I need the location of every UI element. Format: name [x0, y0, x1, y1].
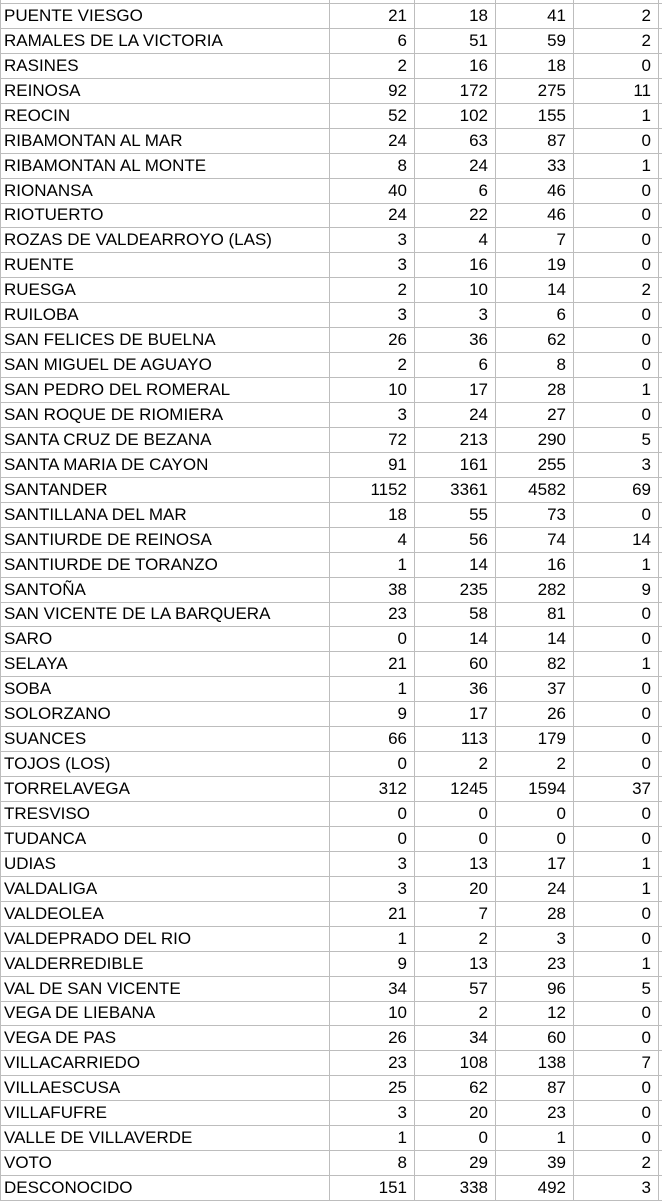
cell-value-3[interactable]: 16: [496, 553, 574, 577]
table-row: [1, 179, 662, 204]
cell-value-2[interactable]: 16: [415, 54, 496, 78]
cell-value-1[interactable]: 2: [330, 353, 415, 377]
cell-value-1[interactable]: 8: [330, 1151, 415, 1175]
cell-value-1[interactable]: 25: [330, 1076, 415, 1100]
cell-municipality[interactable]: SARO: [1, 627, 330, 651]
table-row: [1, 1101, 662, 1126]
cell-value-4[interactable]: 69: [574, 478, 659, 502]
cell-value-4[interactable]: 0: [574, 228, 659, 252]
cell-value-2[interactable]: 60: [415, 652, 496, 676]
cell-value-1[interactable]: 26: [330, 1026, 415, 1050]
cell-value-1[interactable]: 24: [330, 129, 415, 153]
cell-municipality[interactable]: RIBAMONTAN AL MONTE: [1, 154, 330, 178]
cell-municipality[interactable]: RUENTE: [1, 253, 330, 277]
cell-value-4[interactable]: 3: [574, 453, 659, 477]
cell-value-4[interactable]: 9: [574, 578, 659, 602]
cell-value-1[interactable]: 66: [330, 727, 415, 751]
cell-value-2[interactable]: 24: [415, 154, 496, 178]
cell-value-2[interactable]: 7: [415, 902, 496, 926]
cell-value-2[interactable]: 36: [415, 328, 496, 352]
table-row: [1, 1126, 662, 1151]
cell-value-2[interactable]: 3361: [415, 478, 496, 502]
cell-value-1[interactable]: 40: [330, 179, 415, 203]
cell-municipality[interactable]: SANTOÑA: [1, 578, 330, 602]
cell-value-3[interactable]: 96: [496, 977, 574, 1001]
cell-value-3[interactable]: 18: [496, 54, 574, 78]
cell-value-1[interactable]: 3: [330, 403, 415, 427]
cell-value-3[interactable]: 290: [496, 428, 574, 452]
table-row: [1, 54, 662, 79]
cell-value-4[interactable]: 3: [574, 1176, 659, 1200]
table-row: [1, 877, 662, 902]
cell-value-1[interactable]: 1: [330, 927, 415, 951]
cell-value-4[interactable]: 0: [574, 1026, 659, 1050]
cell-municipality[interactable]: PUENTE VIESGO: [1, 4, 330, 28]
cell-value-1[interactable]: 52: [330, 104, 415, 128]
cell-value-1[interactable]: 72: [330, 428, 415, 452]
table-row: [1, 328, 662, 353]
cell-value-2[interactable]: 213: [415, 428, 496, 452]
cell-value-3[interactable]: 2: [496, 752, 574, 776]
cell-value-2[interactable]: 338: [415, 1176, 496, 1200]
cell-value-3[interactable]: 28: [496, 378, 574, 402]
cell-value-4[interactable]: 1: [574, 154, 659, 178]
cell-municipality[interactable]: RASINES: [1, 54, 330, 78]
cell-value-4[interactable]: 5: [574, 977, 659, 1001]
cell-value-1[interactable]: 1: [330, 1126, 415, 1150]
cell-value-4[interactable]: 0: [574, 179, 659, 203]
table-row: [1, 852, 662, 877]
cell-value-4[interactable]: 2: [574, 278, 659, 302]
cell-municipality[interactable]: VALDERREDIBLE: [1, 952, 330, 976]
cell-municipality[interactable]: SOLORZANO: [1, 702, 330, 726]
cell-value-2[interactable]: 6: [415, 353, 496, 377]
cell-value-4[interactable]: 1: [574, 104, 659, 128]
cell-value-4[interactable]: 0: [574, 603, 659, 627]
table-row: [1, 228, 662, 253]
cell-municipality[interactable]: TORRELAVEGA: [1, 777, 330, 801]
cell-value-1[interactable]: 23: [330, 1051, 415, 1075]
cell-municipality[interactable]: [1, 0, 330, 3]
cell-municipality[interactable]: SOBA: [1, 677, 330, 701]
table-row: [1, 553, 662, 578]
cell-municipality[interactable]: VALDEOLEA: [1, 902, 330, 926]
cell-municipality[interactable]: RUESGA: [1, 278, 330, 302]
cell-value-3[interactable]: 1: [496, 1126, 574, 1150]
cell-value-2[interactable]: 172: [415, 79, 496, 103]
cell-value-3[interactable]: 4582: [496, 478, 574, 502]
table-row: [1, 204, 662, 229]
cell-value-1[interactable]: 1152: [330, 478, 415, 502]
cell-value-3[interactable]: 0: [496, 827, 574, 851]
table-row: [1, 79, 662, 104]
cell-value-4[interactable]: 0: [574, 403, 659, 427]
table-row: [1, 977, 662, 1002]
cell-municipality[interactable]: SANTILLANA DEL MAR: [1, 503, 330, 527]
cell-value-2[interactable]: 0: [415, 802, 496, 826]
cell-value-1[interactable]: 3: [330, 253, 415, 277]
cell-value-3[interactable]: 8: [496, 353, 574, 377]
cell-value-2[interactable]: 58: [415, 603, 496, 627]
cell-value-3[interactable]: 37: [496, 677, 574, 701]
cell-value-1[interactable]: 9: [330, 952, 415, 976]
cell-value-2[interactable]: 2: [415, 927, 496, 951]
table-row: [1, 1026, 662, 1051]
cell-value-4[interactable]: 0: [574, 303, 659, 327]
cell-value-4[interactable]: 37: [574, 777, 659, 801]
cell-value-3[interactable]: 275: [496, 79, 574, 103]
cell-municipality[interactable]: VOTO: [1, 1151, 330, 1175]
table-row: [1, 727, 662, 752]
cell-value-3[interactable]: 255: [496, 453, 574, 477]
cell-value-1[interactable]: 0: [330, 827, 415, 851]
cell-value-4[interactable]: 0: [574, 677, 659, 701]
cell-value-1[interactable]: 312: [330, 777, 415, 801]
cell-municipality[interactable]: RIONANSA: [1, 179, 330, 203]
cell-municipality[interactable]: VILLAESCUSA: [1, 1076, 330, 1100]
cell-value-2[interactable]: 62: [415, 1076, 496, 1100]
cell-municipality[interactable]: VALDALIGA: [1, 877, 330, 901]
cell-municipality[interactable]: SANTIURDE DE REINOSA: [1, 528, 330, 552]
cell-value-1[interactable]: 6: [330, 29, 415, 53]
cell-value-1[interactable]: 21: [330, 652, 415, 676]
cell-value-1[interactable]: 24: [330, 204, 415, 228]
cell-value-3[interactable]: 33: [496, 154, 574, 178]
cell-value-3[interactable]: 1594: [496, 777, 574, 801]
cell-value-4[interactable]: 2: [574, 4, 659, 28]
table-row: [1, 378, 662, 403]
cell-municipality[interactable]: TRESVISO: [1, 802, 330, 826]
cell-municipality[interactable]: SAN VICENTE DE LA BARQUERA: [1, 603, 330, 627]
cell-municipality[interactable]: VILLAFUFRE: [1, 1101, 330, 1125]
table-row: [1, 278, 662, 303]
cell-value-2[interactable]: 55: [415, 503, 496, 527]
table-row: [1, 1076, 662, 1101]
cell-value-4[interactable]: 0: [574, 253, 659, 277]
table-row: [1, 952, 662, 977]
cell-value-3[interactable]: 74: [496, 528, 574, 552]
cell-value-4[interactable]: 1: [574, 378, 659, 402]
cell-value-3[interactable]: [496, 0, 574, 3]
table-row: [1, 777, 662, 802]
cell-value-2[interactable]: 63: [415, 129, 496, 153]
cell-municipality[interactable]: REINOSA: [1, 79, 330, 103]
cell-value-2[interactable]: 13: [415, 852, 496, 876]
cell-value-4[interactable]: 0: [574, 702, 659, 726]
cell-municipality[interactable]: SANTA CRUZ DE BEZANA: [1, 428, 330, 452]
cell-value-4[interactable]: 0: [574, 1126, 659, 1150]
cell-value-4[interactable]: 0: [574, 802, 659, 826]
cell-municipality[interactable]: SANTIURDE DE TORANZO: [1, 553, 330, 577]
cell-value-4[interactable]: 1: [574, 553, 659, 577]
cell-value-1[interactable]: 3: [330, 1101, 415, 1125]
table-row: [1, 627, 662, 652]
cell-value-1[interactable]: 18: [330, 503, 415, 527]
cell-value-3[interactable]: 282: [496, 578, 574, 602]
table-row: [1, 578, 662, 603]
table-row: [1, 453, 662, 478]
cell-value-3[interactable]: 14: [496, 627, 574, 651]
table-row: [1, 1051, 662, 1076]
cell-value-3[interactable]: 46: [496, 204, 574, 228]
cell-municipality[interactable]: SAN ROQUE DE RIOMIERA: [1, 403, 330, 427]
table-row: [1, 1002, 662, 1027]
cell-value-2[interactable]: 1245: [415, 777, 496, 801]
cell-value-2[interactable]: 56: [415, 528, 496, 552]
cell-municipality[interactable]: VEGA DE LIEBANA: [1, 1002, 330, 1026]
table-row: [1, 353, 662, 378]
cell-value-3[interactable]: 87: [496, 1076, 574, 1100]
cell-value-4[interactable]: 7: [574, 1051, 659, 1075]
cell-value-4[interactable]: 0: [574, 827, 659, 851]
table-row: [1, 827, 662, 852]
cell-value-3[interactable]: 46: [496, 179, 574, 203]
cell-value-3[interactable]: 23: [496, 1101, 574, 1125]
table-row: [1, 303, 662, 328]
cell-municipality[interactable]: SAN MIGUEL DE AGUAYO: [1, 353, 330, 377]
cell-value-3[interactable]: 87: [496, 129, 574, 153]
cell-value-1[interactable]: 3: [330, 228, 415, 252]
cell-value-3[interactable]: 62: [496, 328, 574, 352]
cell-value-3[interactable]: 7: [496, 228, 574, 252]
cell-value-4[interactable]: 1: [574, 852, 659, 876]
table-row: [1, 428, 662, 453]
cell-value-3[interactable]: 24: [496, 877, 574, 901]
cell-municipality[interactable]: RUILOBA: [1, 303, 330, 327]
cell-municipality[interactable]: SANTANDER: [1, 478, 330, 502]
table-row: [1, 902, 662, 927]
cell-municipality[interactable]: SAN PEDRO DEL ROMERAL: [1, 378, 330, 402]
cell-value-1[interactable]: [330, 0, 415, 3]
cell-value-3[interactable]: 41: [496, 4, 574, 28]
cell-value-1[interactable]: 34: [330, 977, 415, 1001]
cell-value-2[interactable]: 2: [415, 1002, 496, 1026]
cell-value-4[interactable]: 0: [574, 129, 659, 153]
cell-value-4[interactable]: 0: [574, 752, 659, 776]
cell-municipality[interactable]: RAMALES DE LA VICTORIA: [1, 29, 330, 53]
cell-value-3[interactable]: 82: [496, 652, 574, 676]
cell-value-1[interactable]: 4: [330, 528, 415, 552]
cell-value-3[interactable]: 14: [496, 278, 574, 302]
cell-value-4[interactable]: 0: [574, 503, 659, 527]
table-row: [1, 652, 662, 677]
cell-value-4[interactable]: 0: [574, 727, 659, 751]
cell-value-3[interactable]: 12: [496, 1002, 574, 1026]
cell-value-2[interactable]: 17: [415, 378, 496, 402]
cell-value-4[interactable]: 1: [574, 952, 659, 976]
cell-value-2[interactable]: 4: [415, 228, 496, 252]
cell-municipality[interactable]: ROZAS DE VALDEARROYO (LAS): [1, 228, 330, 252]
cell-value-4[interactable]: 0: [574, 1076, 659, 1100]
cell-municipality[interactable]: TOJOS (LOS): [1, 752, 330, 776]
cell-value-4[interactable]: [574, 0, 659, 3]
cell-value-3[interactable]: 73: [496, 503, 574, 527]
cell-value-4[interactable]: 0: [574, 1101, 659, 1125]
table-row: [1, 677, 662, 702]
table-row: [1, 4, 662, 29]
cell-value-2[interactable]: 22: [415, 204, 496, 228]
table-row: [1, 1151, 662, 1176]
cell-value-4[interactable]: 0: [574, 1002, 659, 1026]
cell-value-4[interactable]: 1: [574, 877, 659, 901]
cell-value-2[interactable]: 14: [415, 627, 496, 651]
cell-value-2[interactable]: 29: [415, 1151, 496, 1175]
cell-municipality[interactable]: SANTA MARIA DE CAYON: [1, 453, 330, 477]
table-row: [1, 1176, 662, 1201]
table-row: [1, 253, 662, 278]
cell-municipality[interactable]: VAL DE SAN VICENTE: [1, 977, 330, 1001]
cell-municipality[interactable]: VEGA DE PAS: [1, 1026, 330, 1050]
cell-value-1[interactable]: 26: [330, 328, 415, 352]
cell-value-1[interactable]: 1: [330, 553, 415, 577]
cell-value-3[interactable]: 138: [496, 1051, 574, 1075]
cell-municipality[interactable]: TUDANCA: [1, 827, 330, 851]
cell-value-2[interactable]: 0: [415, 1126, 496, 1150]
cell-value-3[interactable]: 492: [496, 1176, 574, 1200]
cell-value-3[interactable]: 17: [496, 852, 574, 876]
cell-value-3[interactable]: 81: [496, 603, 574, 627]
cell-value-3[interactable]: 27: [496, 403, 574, 427]
cell-value-1[interactable]: 21: [330, 4, 415, 28]
cell-value-3[interactable]: 155: [496, 104, 574, 128]
cell-value-4[interactable]: 0: [574, 54, 659, 78]
cell-municipality[interactable]: VILLACARRIEDO: [1, 1051, 330, 1075]
cell-value-3[interactable]: 60: [496, 1026, 574, 1050]
cell-municipality[interactable]: VALDEPRADO DEL RIO: [1, 927, 330, 951]
cell-value-1[interactable]: 0: [330, 627, 415, 651]
cell-municipality[interactable]: DESCONOCIDO: [1, 1176, 330, 1200]
cell-value-2[interactable]: 20: [415, 1101, 496, 1125]
table-row: [1, 802, 662, 827]
cell-value-1[interactable]: 38: [330, 578, 415, 602]
cell-municipality[interactable]: UDIAS: [1, 852, 330, 876]
cell-value-2[interactable]: 3: [415, 303, 496, 327]
table-row: [1, 528, 662, 553]
cell-value-2[interactable]: 18: [415, 4, 496, 28]
cell-value-1[interactable]: 1: [330, 677, 415, 701]
cell-value-4[interactable]: 0: [574, 204, 659, 228]
cell-value-2[interactable]: 102: [415, 104, 496, 128]
cell-value-1[interactable]: 8: [330, 154, 415, 178]
cell-value-3[interactable]: 23: [496, 952, 574, 976]
cell-value-3[interactable]: 19: [496, 253, 574, 277]
cell-municipality[interactable]: SAN FELICES DE BUELNA: [1, 328, 330, 352]
cell-value-1[interactable]: 21: [330, 902, 415, 926]
cell-value-2[interactable]: 16: [415, 253, 496, 277]
cell-municipality[interactable]: REOCIN: [1, 104, 330, 128]
cell-value-4[interactable]: 2: [574, 1151, 659, 1175]
cell-value-1[interactable]: 10: [330, 378, 415, 402]
cell-value-1[interactable]: 0: [330, 802, 415, 826]
table-row: [1, 478, 662, 503]
cell-value-3[interactable]: 179: [496, 727, 574, 751]
cell-value-4[interactable]: 14: [574, 528, 659, 552]
cell-value-3[interactable]: 28: [496, 902, 574, 926]
cell-value-1[interactable]: 9: [330, 702, 415, 726]
cell-value-2[interactable]: 10: [415, 278, 496, 302]
table-row: [1, 702, 662, 727]
table-row: [1, 29, 662, 54]
cell-value-2[interactable]: 36: [415, 677, 496, 701]
cell-value-2[interactable]: 113: [415, 727, 496, 751]
cell-value-1[interactable]: 23: [330, 603, 415, 627]
cell-value-3[interactable]: 59: [496, 29, 574, 53]
cell-value-1[interactable]: 2: [330, 278, 415, 302]
table-row: [1, 104, 662, 129]
cell-value-1[interactable]: 92: [330, 79, 415, 103]
table-row: [1, 603, 662, 628]
cell-value-4[interactable]: 0: [574, 627, 659, 651]
cell-value-3[interactable]: 6: [496, 303, 574, 327]
cell-value-1[interactable]: 10: [330, 1002, 415, 1026]
cell-value-2[interactable]: 6: [415, 179, 496, 203]
cell-municipality[interactable]: SUANCES: [1, 727, 330, 751]
cell-value-1[interactable]: 2: [330, 54, 415, 78]
cell-value-2[interactable]: 17: [415, 702, 496, 726]
cell-municipality[interactable]: RIOTUERTO: [1, 204, 330, 228]
cell-value-2[interactable]: 108: [415, 1051, 496, 1075]
table-row: [1, 927, 662, 952]
table-row: [1, 129, 662, 154]
cell-value-1[interactable]: 3: [330, 303, 415, 327]
cell-value-2[interactable]: [415, 0, 496, 3]
cell-value-1[interactable]: 3: [330, 877, 415, 901]
cell-value-4[interactable]: 5: [574, 428, 659, 452]
cell-value-4[interactable]: 0: [574, 328, 659, 352]
cell-value-4[interactable]: 2: [574, 29, 659, 53]
cell-value-1[interactable]: 0: [330, 752, 415, 776]
table-row: [1, 503, 662, 528]
cell-value-2[interactable]: 34: [415, 1026, 496, 1050]
cell-value-2[interactable]: 51: [415, 29, 496, 53]
cell-municipality[interactable]: VALLE DE VILLAVERDE: [1, 1126, 330, 1150]
cell-value-1[interactable]: 151: [330, 1176, 415, 1200]
table-row: [1, 752, 662, 777]
cell-value-3[interactable]: 26: [496, 702, 574, 726]
cell-value-3[interactable]: 0: [496, 802, 574, 826]
cell-value-4[interactable]: 1: [574, 652, 659, 676]
cell-value-2[interactable]: 13: [415, 952, 496, 976]
cell-value-3[interactable]: 3: [496, 927, 574, 951]
cell-municipality[interactable]: RIBAMONTAN AL MAR: [1, 129, 330, 153]
cell-value-3[interactable]: 39: [496, 1151, 574, 1175]
cell-value-2[interactable]: 14: [415, 553, 496, 577]
table-row: [1, 403, 662, 428]
cell-value-2[interactable]: 57: [415, 977, 496, 1001]
cell-municipality[interactable]: SELAYA: [1, 652, 330, 676]
cell-value-2[interactable]: 235: [415, 578, 496, 602]
cell-value-1[interactable]: 91: [330, 453, 415, 477]
cell-value-2[interactable]: 2: [415, 752, 496, 776]
cell-value-2[interactable]: 0: [415, 827, 496, 851]
cell-value-4[interactable]: 0: [574, 902, 659, 926]
cell-value-2[interactable]: 20: [415, 877, 496, 901]
cell-value-4[interactable]: 0: [574, 353, 659, 377]
cell-value-1[interactable]: 3: [330, 852, 415, 876]
cell-value-4[interactable]: 0: [574, 927, 659, 951]
table-row: [1, 154, 662, 179]
cell-value-2[interactable]: 24: [415, 403, 496, 427]
cell-value-4[interactable]: 11: [574, 79, 659, 103]
cell-value-2[interactable]: 161: [415, 453, 496, 477]
